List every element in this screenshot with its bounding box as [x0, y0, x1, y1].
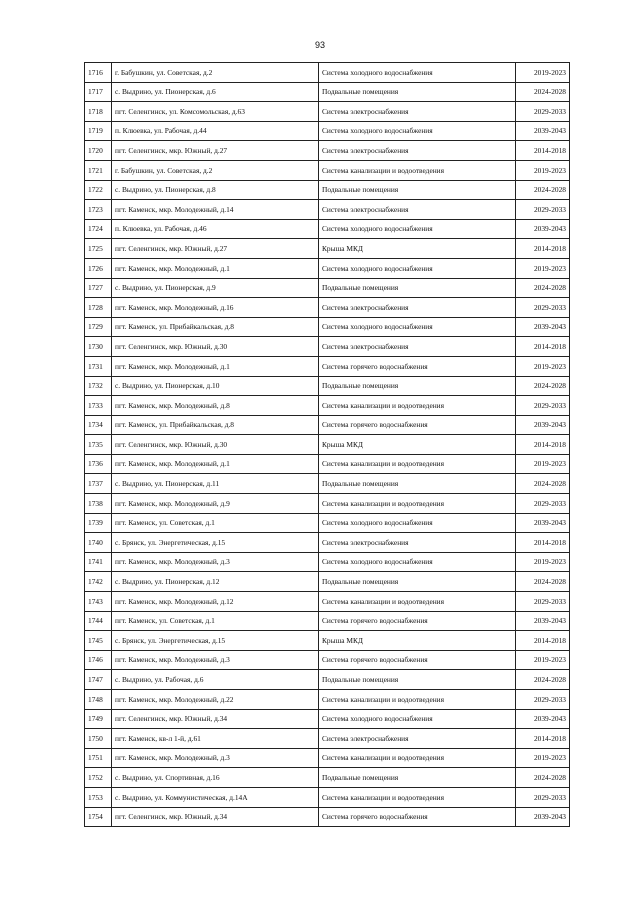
address-cell: с. Выдрино, ул. Пионерская, д.9	[112, 278, 319, 298]
row-number-cell: 1729	[85, 317, 112, 337]
row-number-cell: 1750	[85, 729, 112, 749]
address-cell: пгт. Каменск, ул. Советская, д.1	[112, 513, 319, 533]
period-cell: 2029-2033	[516, 298, 570, 318]
system-cell: Система холодного водоснабжения	[319, 317, 516, 337]
period-cell: 2029-2033	[516, 102, 570, 122]
period-cell: 2039-2043	[516, 807, 570, 827]
period-cell: 2019-2023	[516, 552, 570, 572]
row-number-cell: 1728	[85, 298, 112, 318]
row-number-cell: 1723	[85, 200, 112, 220]
table-row	[85, 670, 570, 690]
period-cell: 2014-2018	[516, 337, 570, 357]
system-cell: Система горячего водоснабжения	[319, 415, 516, 435]
table-row	[85, 631, 570, 651]
table-row	[85, 278, 570, 298]
system-cell: Система канализации и водоотведения	[319, 748, 516, 768]
row-number-cell: 1745	[85, 631, 112, 651]
system-cell: Система электроснабжения	[319, 298, 516, 318]
address-cell: пгт. Каменск, мкр. Молодежный, д.9	[112, 494, 319, 514]
row-number-cell: 1721	[85, 160, 112, 180]
period-cell: 2019-2023	[516, 454, 570, 474]
row-number-cell: 1718	[85, 102, 112, 122]
system-cell: Система канализации и водоотведения	[319, 494, 516, 514]
table-row	[85, 807, 570, 827]
period-cell: 2014-2018	[516, 141, 570, 161]
row-number-cell: 1716	[85, 63, 112, 83]
system-cell: Система холодного водоснабжения	[319, 121, 516, 141]
period-cell: 2019-2023	[516, 160, 570, 180]
period-cell: 2024-2028	[516, 474, 570, 494]
period-cell: 2014-2018	[516, 533, 570, 553]
address-cell: пгт. Каменск, ул. Прибайкальская, д.8	[112, 415, 319, 435]
table-row	[85, 396, 570, 416]
row-number-cell: 1746	[85, 650, 112, 670]
address-cell: пгт. Селенгинск, ул. Комсомольская, д.63	[112, 102, 319, 122]
period-cell: 2019-2023	[516, 356, 570, 376]
system-cell: Система холодного водоснабжения	[319, 552, 516, 572]
table-row	[85, 474, 570, 494]
table-row	[85, 200, 570, 220]
period-cell: 2024-2028	[516, 572, 570, 592]
address-cell: г. Бабушкин, ул. Советская, д.2	[112, 160, 319, 180]
address-cell: пгт. Селенгинск, мкр. Южный, д.34	[112, 709, 319, 729]
row-number-cell: 1725	[85, 239, 112, 259]
address-cell: пгт. Каменск, мкр. Молодежный, д.1	[112, 454, 319, 474]
period-cell: 2019-2023	[516, 63, 570, 83]
address-cell: с. Выдрино, ул. Пионерская, д.11	[112, 474, 319, 494]
system-cell: Система горячего водоснабжения	[319, 611, 516, 631]
period-cell: 2019-2023	[516, 258, 570, 278]
system-cell: Система электроснабжения	[319, 337, 516, 357]
system-cell: Подвальные помещения	[319, 474, 516, 494]
row-number-cell: 1730	[85, 337, 112, 357]
period-cell: 2024-2028	[516, 376, 570, 396]
system-cell: Подвальные помещения	[319, 180, 516, 200]
period-cell: 2039-2043	[516, 219, 570, 239]
table-row	[85, 768, 570, 788]
address-cell: пгт. Селенгинск, мкр. Южный, д.30	[112, 337, 319, 357]
table-row	[85, 572, 570, 592]
table-row	[85, 298, 570, 318]
system-cell: Система канализации и водоотведения	[319, 787, 516, 807]
row-number-cell: 1743	[85, 592, 112, 612]
row-number-cell: 1720	[85, 141, 112, 161]
system-cell: Система холодного водоснабжения	[319, 219, 516, 239]
system-cell: Подвальные помещения	[319, 768, 516, 788]
system-cell: Подвальные помещения	[319, 670, 516, 690]
row-number-cell: 1722	[85, 180, 112, 200]
address-cell: пгт. Каменск, мкр. Молодежный, д.3	[112, 650, 319, 670]
table-row	[85, 337, 570, 357]
period-cell: 2014-2018	[516, 435, 570, 455]
system-cell: Система электроснабжения	[319, 729, 516, 749]
system-cell: Система холодного водоснабжения	[319, 513, 516, 533]
address-cell: пгт. Каменск, мкр. Молодежный, д.1	[112, 356, 319, 376]
row-number-cell: 1740	[85, 533, 112, 553]
period-cell: 2029-2033	[516, 787, 570, 807]
system-cell: Система холодного водоснабжения	[319, 63, 516, 83]
row-number-cell: 1717	[85, 82, 112, 102]
row-number-cell: 1752	[85, 768, 112, 788]
table-row	[85, 592, 570, 612]
row-number-cell: 1741	[85, 552, 112, 572]
system-cell: Подвальные помещения	[319, 376, 516, 396]
system-cell: Система канализации и водоотведения	[319, 690, 516, 710]
table-row	[85, 494, 570, 514]
row-number-cell: 1726	[85, 258, 112, 278]
table-row	[85, 748, 570, 768]
system-cell: Крыша МКД	[319, 239, 516, 259]
period-cell: 2029-2033	[516, 200, 570, 220]
address-cell: с. Выдрино, ул. Коммунистическая, д.14А	[112, 787, 319, 807]
address-cell: пгт. Каменск, мкр. Молодежный, д.3	[112, 552, 319, 572]
records-table	[84, 62, 570, 827]
table-row	[85, 356, 570, 376]
period-cell: 2014-2018	[516, 239, 570, 259]
table-row	[85, 63, 570, 83]
system-cell: Система электроснабжения	[319, 102, 516, 122]
address-cell: пгт. Селенгинск, мкр. Южный, д.30	[112, 435, 319, 455]
row-number-cell: 1744	[85, 611, 112, 631]
row-number-cell: 1732	[85, 376, 112, 396]
system-cell: Система канализации и водоотведения	[319, 592, 516, 612]
system-cell: Система электроснабжения	[319, 200, 516, 220]
system-cell: Крыша МКД	[319, 435, 516, 455]
row-number-cell: 1739	[85, 513, 112, 533]
table-row	[85, 787, 570, 807]
address-cell: с. Выдрино, ул. Спортивная, д.16	[112, 768, 319, 788]
period-cell: 2039-2043	[516, 317, 570, 337]
address-cell: с. Выдрино, ул. Пионерская, д.12	[112, 572, 319, 592]
system-cell: Подвальные помещения	[319, 278, 516, 298]
row-number-cell: 1748	[85, 690, 112, 710]
system-cell: Система холодного водоснабжения	[319, 258, 516, 278]
system-cell: Система холодного водоснабжения	[319, 709, 516, 729]
table-row	[85, 552, 570, 572]
row-number-cell: 1734	[85, 415, 112, 435]
address-cell: пгт. Каменск, мкр. Молодежный, д.3	[112, 748, 319, 768]
table-row	[85, 239, 570, 259]
period-cell: 2039-2043	[516, 513, 570, 533]
address-cell: пгт. Каменск, мкр. Молодежный, д.1	[112, 258, 319, 278]
period-cell: 2019-2023	[516, 650, 570, 670]
address-cell: пгт. Каменск, ул. Прибайкальская, д.8	[112, 317, 319, 337]
row-number-cell: 1754	[85, 807, 112, 827]
row-number-cell: 1753	[85, 787, 112, 807]
table-row	[85, 141, 570, 161]
system-cell: Система канализации и водоотведения	[319, 396, 516, 416]
address-cell: пгт. Каменск, кв-л 1-й, д.61	[112, 729, 319, 749]
address-cell: пгт. Каменск, ул. Советская, д.1	[112, 611, 319, 631]
period-cell: 2024-2028	[516, 82, 570, 102]
table-row	[85, 513, 570, 533]
system-cell: Система канализации и водоотведения	[319, 454, 516, 474]
address-cell: с. Выдрино, ул. Рабочая, д.6	[112, 670, 319, 690]
row-number-cell: 1733	[85, 396, 112, 416]
period-cell: 2039-2043	[516, 121, 570, 141]
period-cell: 2024-2028	[516, 670, 570, 690]
table-row	[85, 533, 570, 553]
table-row	[85, 415, 570, 435]
row-number-cell: 1736	[85, 454, 112, 474]
period-cell: 2014-2018	[516, 631, 570, 651]
table-row	[85, 102, 570, 122]
row-number-cell: 1751	[85, 748, 112, 768]
row-number-cell: 1719	[85, 121, 112, 141]
table-row	[85, 690, 570, 710]
period-cell: 2029-2033	[516, 494, 570, 514]
address-cell: г. Бабушкин, ул. Советская, д.2	[112, 63, 319, 83]
period-cell: 2039-2043	[516, 611, 570, 631]
row-number-cell: 1749	[85, 709, 112, 729]
period-cell: 2039-2043	[516, 709, 570, 729]
row-number-cell: 1724	[85, 219, 112, 239]
table-row	[85, 160, 570, 180]
table-row	[85, 435, 570, 455]
system-cell: Система электроснабжения	[319, 533, 516, 553]
period-cell: 2024-2028	[516, 180, 570, 200]
table-row	[85, 219, 570, 239]
table-row	[85, 180, 570, 200]
address-cell: пгт. Селенгинск, мкр. Южный, д.27	[112, 239, 319, 259]
address-cell: пгт. Каменск, мкр. Молодежный, д.14	[112, 200, 319, 220]
period-cell: 2039-2043	[516, 415, 570, 435]
address-cell: пгт. Каменск, мкр. Молодежный, д.22	[112, 690, 319, 710]
address-cell: с. Выдрино, ул. Пионерская, д.6	[112, 82, 319, 102]
table-row	[85, 258, 570, 278]
table-row	[85, 454, 570, 474]
address-cell: с. Выдрино, ул. Пионерская, д.10	[112, 376, 319, 396]
period-cell: 2029-2033	[516, 396, 570, 416]
address-cell: пгт. Каменск, мкр. Молодежный, д.12	[112, 592, 319, 612]
row-number-cell: 1737	[85, 474, 112, 494]
address-cell: пгт. Каменск, мкр. Молодежный, д.16	[112, 298, 319, 318]
page-number: 93	[314, 40, 325, 50]
row-number-cell: 1735	[85, 435, 112, 455]
period-cell: 2024-2028	[516, 768, 570, 788]
period-cell: 2029-2033	[516, 690, 570, 710]
table-row	[85, 121, 570, 141]
row-number-cell: 1738	[85, 494, 112, 514]
row-number-cell: 1731	[85, 356, 112, 376]
system-cell: Подвальные помещения	[319, 572, 516, 592]
row-number-cell: 1727	[85, 278, 112, 298]
address-cell: пгт. Каменск, мкр. Молодежный, д.8	[112, 396, 319, 416]
period-cell: 2019-2023	[516, 748, 570, 768]
system-cell: Система горячего водоснабжения	[319, 356, 516, 376]
address-cell: п. Клюевка, ул. Рабочая, д.46	[112, 219, 319, 239]
system-cell: Система канализации и водоотведения	[319, 160, 516, 180]
system-cell: Система горячего водоснабжения	[319, 807, 516, 827]
address-cell: пгт. Селенгинск, мкр. Южный, д.34	[112, 807, 319, 827]
period-cell: 2029-2033	[516, 592, 570, 612]
period-cell: 2014-2018	[516, 729, 570, 749]
row-number-cell: 1747	[85, 670, 112, 690]
table-row	[85, 82, 570, 102]
row-number-cell: 1742	[85, 572, 112, 592]
address-cell: пгт. Селенгинск, мкр. Южный, д.27	[112, 141, 319, 161]
table-row	[85, 650, 570, 670]
table-row	[85, 376, 570, 396]
address-cell: п. Клюевка, ул. Рабочая, д.44	[112, 121, 319, 141]
address-cell: с. Брянск, ул. Энергетическая, д.15	[112, 631, 319, 651]
address-cell: с. Выдрино, ул. Пионерская, д.8	[112, 180, 319, 200]
table-row	[85, 317, 570, 337]
table-row	[85, 729, 570, 749]
records-table-body	[85, 63, 570, 827]
system-cell: Система горячего водоснабжения	[319, 650, 516, 670]
table-row	[85, 611, 570, 631]
table-row	[85, 709, 570, 729]
address-cell: с. Брянск, ул. Энергетическая, д.15	[112, 533, 319, 553]
system-cell: Крыша МКД	[319, 631, 516, 651]
system-cell: Подвальные помещения	[319, 82, 516, 102]
period-cell: 2024-2028	[516, 278, 570, 298]
system-cell: Система электроснабжения	[319, 141, 516, 161]
